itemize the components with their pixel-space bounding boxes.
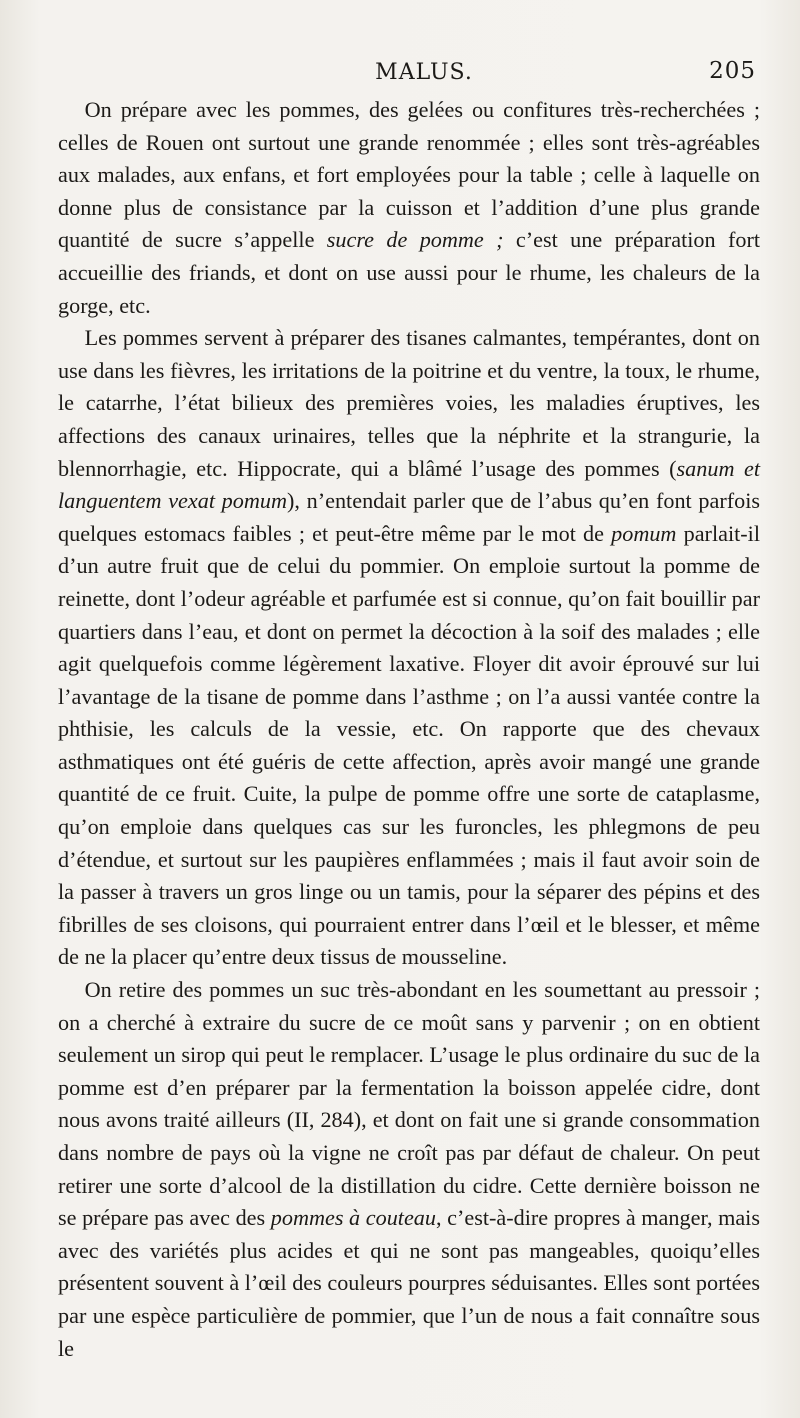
text-run: On retire des pommes un suc très-abondant en les soumettant au pressoir ; on a cherché à extraire du sucre de ce moût sans y parvenir ; on en obtient seulement un sirop qui peut le remplacer. L’usage le plus ordinaire du suc de la pomme est d’en préparer par la fermentation la boisson appelée cidre, dont nous avons traité ailleurs (II, 284), et dont on fait une si grande consommation dans nombre de pays où la vigne ne croît pas par défaut de chaleur. On peut retirer une sorte d’alcool de la distillation du cidre. Cette dernière boisson ne se prépare pas avec des	[58, 977, 760, 1231]
paragraph-3	[58, 974, 760, 1365]
page-number: 205	[709, 58, 756, 84]
text-run: parlait-il d’un autre fruit que de celui du pommier. On emploie surtout la pomme de reinette, dont l’odeur agréable et parfumée est si connue, qu’on fait bouillir par quartiers dans l’eau, et dont on permet la décoction à la soif des malades ; elle agit quelquefois comme légèrement laxative. Floyer dit avoir éprouvé sur lui l’avantage de la tisane de pomme dans l’asthme ; on l’a aussi vantée contre la phthisie, les calculs de la vessie, etc. On rapporte que des chevaux asthmatiques ont été guéris de cette affection, après avoir mangé une grande quantité de ce fruit. Cuite, la pulpe de pomme offre une sorte de cataplasme, qu’on emploie dans quelques cas sur les furoncles, les phlegmons de peu d’étendue, et surtout sur les paupières enflammées ; mais il faut avoir soin de la passer à travers un gros linge ou un tamis, pour la séparer des pépins et des fibrilles de ses cloisons, qui pourraient entrer dans l’œil et le blesser, et même de ne la placer qu’entre deux tissus de mousseline.	[58, 520, 761, 970]
running-head	[58, 58, 760, 94]
italic-phrase: sanum et languentem vexat pomum	[58, 455, 760, 514]
text-run: Les pommes servent à préparer des tisanes calmantes, tempérantes, dont on use dans les fièvres, les irritations de la poitrine et du ventre, la toux, le rhume, le catarrhe, l’état bilieux des premières voies, les maladies éruptives, les affections des canaux urinaires, telles que la néphrite et la strangurie, la blennorrhagie, etc. Hippocrate, qui a blâmé l’usage des pommes (	[58, 325, 760, 481]
paragraph-2	[58, 322, 760, 974]
text-run: c’est une préparation fort accueillie des friands, et dont on use aussi pour le rhume, les chaleurs de la gorge, etc.	[58, 227, 760, 318]
italic-phrase: sucre de pomme ;	[326, 227, 504, 253]
running-title: MALUS.	[375, 60, 473, 85]
text-run: ), n’entendait parler que de l’abus qu’en font parfois quelques estomacs faibles ; et peut-être même par le mot de	[58, 488, 760, 546]
body-text	[58, 94, 760, 1365]
paragraph-1	[58, 94, 760, 322]
text-run: On prépare avec les pommes, des gelées ou confitures très-recherchées ; celles de Rouen ont surtout une grande renommée ; elles sont très-agréables aux malades, aux enfans, et fort employées pour la table ; celle à laquelle on donne plus de consistance par la cuisson et l’addition d’une plus grande quantité de sucre s’appelle	[58, 97, 760, 253]
italic-phrase: pommes à couteau	[270, 1205, 436, 1231]
text-run: , c’est-à-dire propres à manger, mais avec des variétés plus acides et qui ne sont pas mangeables, quoiqu’elles présentent souvent à l’œil des couleurs pourpres séduisantes. Elles sont portées par une espèce particulière de pommier, que l’un de nous a fait connaître sous le	[58, 1205, 760, 1361]
italic-phrase: pomum	[611, 520, 677, 546]
